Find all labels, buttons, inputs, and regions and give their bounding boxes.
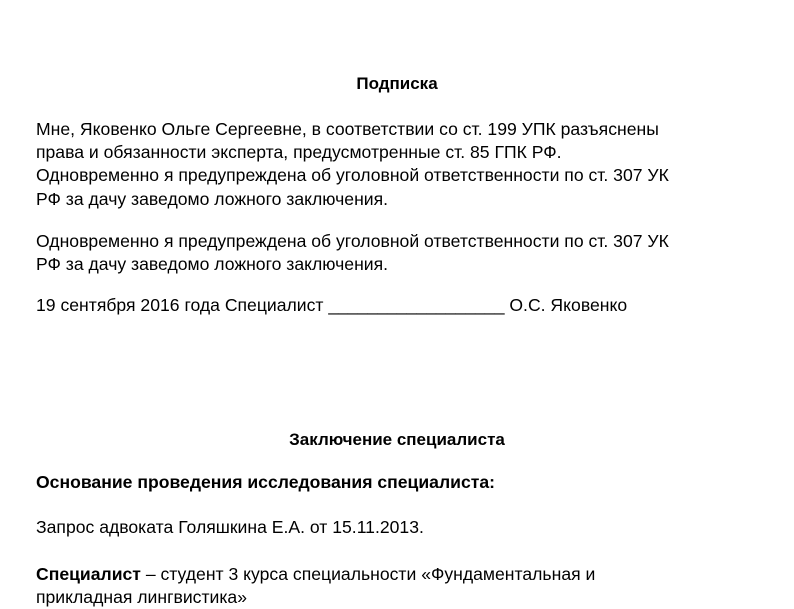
subscription-paragraph-1-line: Мне, Яковенко Ольге Сергеевне, в соответствии со ст. 199 УПК разъяснены	[36, 119, 659, 139]
specialist-label: Специалист	[36, 564, 141, 584]
signature-line: 19 сентября 2016 года Специалист __________________ О.С. Яковенко	[36, 295, 628, 315]
subscription-paragraph-1	[36, 118, 776, 211]
specialist-line-1	[36, 563, 776, 586]
subscription-title: Подписка	[356, 74, 438, 93]
basis-text: Запрос адвоката Голяшкина Е.А. от 15.11.2013.	[36, 517, 424, 537]
subscription-paragraph-1-line: Одновременно я предупреждена об уголовной ответственности по ст. 307 УК	[36, 165, 669, 186]
subscription-paragraph-1-line: РФ за дачу заведомо ложного заключения.	[36, 188, 389, 209]
subscription-paragraph-1-line: права и обязанности эксперта, предусмотренные ст. 85 ГПК РФ.	[36, 142, 562, 163]
specialist-line-2: прикладная лингвистика»	[36, 587, 248, 608]
subscription-paragraph-2	[36, 230, 776, 276]
specialist-text: – студент 3 курса специальности «Фундаментальная и	[140, 564, 596, 584]
subscription-paragraph-2-line: Одновременно я предупреждена об уголовной ответственности по ст. 307 УК	[36, 231, 669, 251]
subscription-paragraph-2-line: РФ за дачу заведомо ложного заключения.	[36, 254, 389, 275]
basis-heading: Основание проведения исследования специалиста:	[36, 472, 496, 492]
specialist-paragraph	[36, 563, 776, 609]
conclusion-title: Заключение специалиста	[289, 430, 505, 449]
